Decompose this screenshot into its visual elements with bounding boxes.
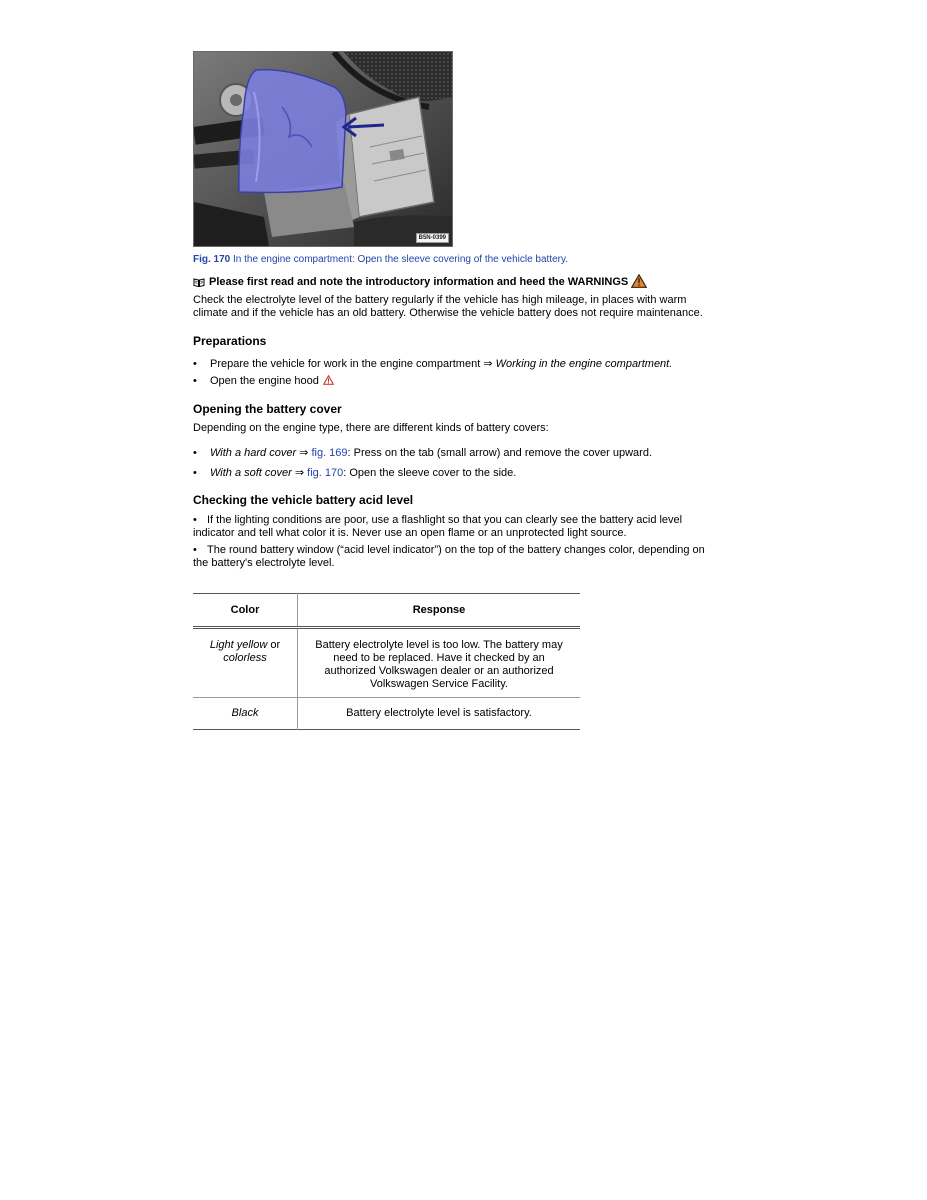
hard-cover-label: With a hard cover (210, 447, 297, 459)
soft-cover-label: With a soft cover (210, 467, 292, 479)
list-item: • Open the engine hood (193, 375, 713, 388)
checking-bullet-1: • If the lighting conditions are poor, use a flashlight so that you can clearly see the battery acid level indicator and tell what color it is. Never use an open flame or an unprotected light source. (193, 514, 683, 539)
opening-cover-heading: Opening the battery cover (193, 402, 342, 416)
note-text: Please first read and note the introductory information and heed the WARNINGS (209, 276, 629, 288)
header-response: Response (298, 594, 581, 628)
color-cell: Black (193, 698, 298, 730)
arrow-text: ⇒ (296, 447, 312, 459)
book-icon (193, 278, 205, 287)
figure-caption-text: In the engine compartment: Open the sleeve covering of the vehicle battery. (230, 254, 569, 265)
intro-paragraph: Check the electrolyte level of the battery regularly if the vehicle has high mileage, in places with warm climate and if the vehicle has an old battery. Otherwise the vehicle battery does not require maintenance. (193, 294, 703, 319)
checking-bullets (193, 514, 713, 570)
list-item: • With a soft cover ⇒ fig. 170: Open the sleeve cover to the side. (193, 467, 517, 479)
list-item: • Prepare the vehicle for work in the engine compartment ⇒ Working in the engine compartment. (193, 358, 673, 370)
checking-bullet-1-text: If the lighting conditions are poor, use a flashlight so that you can clearly see the battery acid level indicator and tell what color it is. Never use an open flame or an unprotected light source. (193, 514, 683, 539)
color-or: or (267, 639, 281, 651)
warning-icon[interactable] (323, 375, 334, 385)
figure-number: Fig. 170 (193, 254, 231, 265)
figure-caption (193, 254, 713, 265)
color-colorless: colorless (223, 652, 267, 664)
checking-bullet-2-text: The round battery window (“acid level indicator”) on the top of the battery changes color, depending on the battery's electrolyte level. (193, 544, 705, 569)
acid-level-table (193, 593, 580, 730)
table-header-row (193, 594, 580, 628)
hard-cover-text: : Press on the tab (small arrow) and remove the cover upward. (347, 447, 653, 459)
preparation-text-2: Open the engine hood (210, 375, 319, 387)
table-row (193, 698, 580, 730)
preparations-list (193, 358, 713, 388)
list-item: • With a hard cover ⇒ fig. 169: Press on the tab (small arrow) and remove the cover upward. (193, 447, 653, 459)
checking-bullet-2: • The round battery window (“acid level indicator”) on the top of the battery changes color, depending on the battery's electrolyte level. (193, 544, 705, 569)
response-cell: Battery electrolyte level is satisfactory. (298, 698, 581, 730)
opening-cover-text: Depending on the engine type, there are different kinds of battery covers: (193, 422, 549, 434)
cover-types-list (193, 447, 713, 480)
header-color: Color (193, 594, 298, 628)
fig-169-link[interactable]: fig. 169 (311, 447, 348, 459)
table-row (193, 628, 580, 698)
fig-170-link[interactable]: fig. 170 (307, 467, 344, 479)
working-engine-link[interactable]: Working in the engine compartment. (495, 358, 673, 370)
color-light-yellow: Light yellow (209, 639, 268, 651)
preparation-text-1: Prepare the vehicle for work in the engine compartment ⇒ (210, 358, 496, 370)
preparations-heading: Preparations (193, 334, 267, 348)
figure-code: B5N-0399 (416, 233, 449, 243)
battery-photo-illustration (194, 52, 452, 246)
engine-compartment-figure (193, 51, 453, 247)
manual-page (193, 51, 713, 730)
response-cell: Battery electrolyte level is too low. The battery may need to be replaced. Have it checked by an authorized Volkswagen dealer or an authorized Volkswagen Service Facility. (298, 628, 581, 698)
color-cell (193, 628, 298, 698)
soft-cover-text: : Open the sleeve cover to the side. (343, 467, 517, 479)
intro-note (193, 276, 713, 288)
arrow-text: ⇒ (291, 467, 308, 479)
checking-acid-heading: Checking the vehicle battery acid level (193, 493, 414, 507)
warning-icon[interactable] (631, 274, 647, 288)
